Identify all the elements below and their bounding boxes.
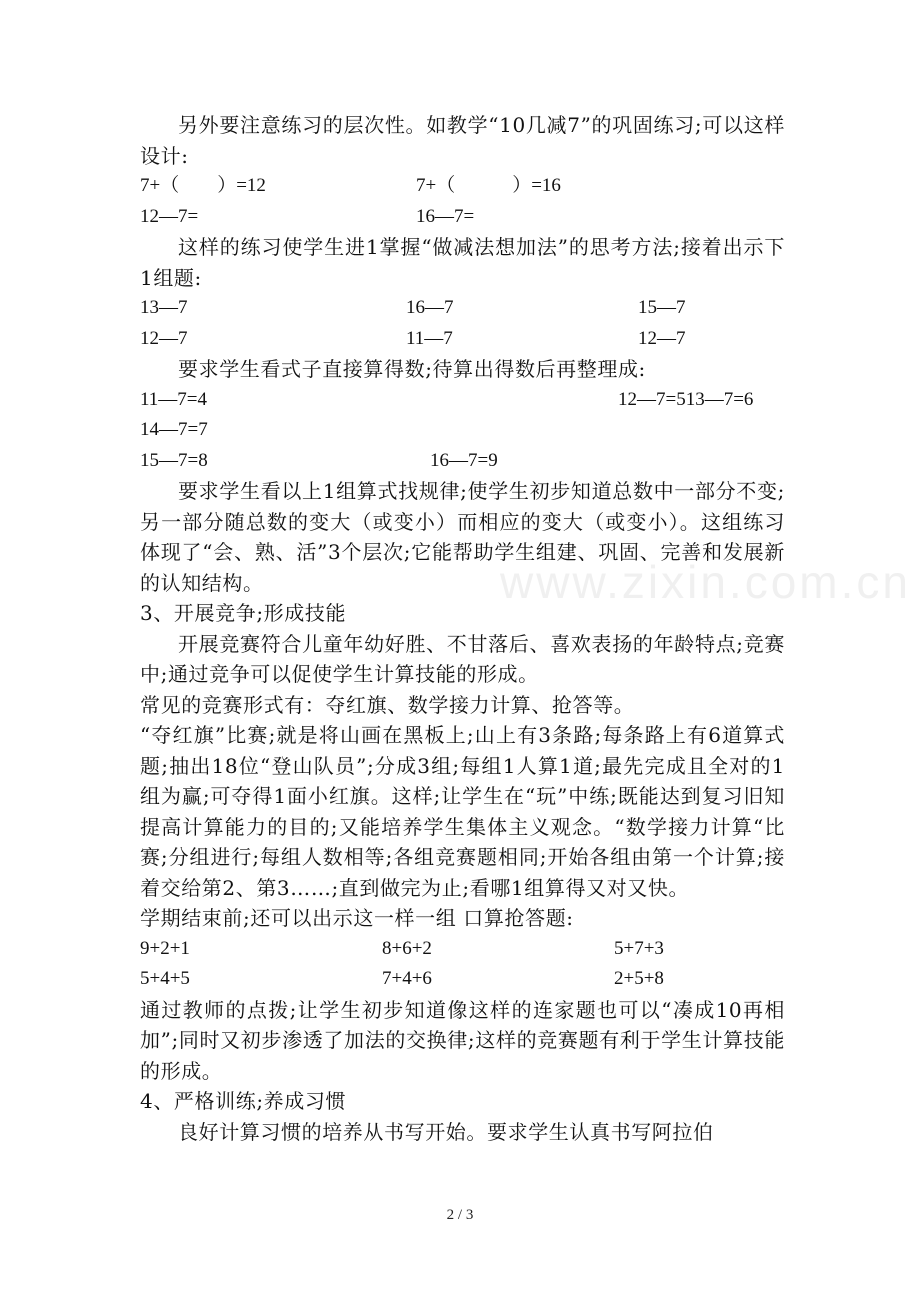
equation: 7+（ ）=12 — [140, 175, 266, 196]
equation: 15—7 — [638, 297, 686, 318]
equation-row — [140, 171, 785, 202]
paragraph-red-flag-game: “夺红旗”比赛;就是将山画在黑板上;山上有3条路;每条路上有6道算式题;抽出18位“登山队员”;分成3组;每组1人算1道;最先完成且全对的1组为赢;可夺得1面小红旗。这样;让学生在“玩”中练;既能达到复习旧知提高计算能力的目的;又能培养学生集体主义观念。“数学接力计算“比赛;分组进行;每组人数相等;各组竞赛题相同;开始各组由第一个计算;接着交给第2、第3……;直到做完为止;看哪1组算得又对又快。 — [140, 723, 785, 900]
equation: 16—7= — [416, 205, 475, 227]
equation: 7+4+6 — [382, 968, 432, 989]
section-heading-3: 3、开展竞争;形成技能 — [140, 601, 347, 625]
equation-row — [140, 934, 785, 965]
equation: 14—7=7 — [140, 419, 208, 440]
equation-row — [140, 415, 785, 446]
paragraph-teacher-guidance: 通过教师的点拨;让学生初步知道像这样的连家题也可以“凑成10再相加”;同时又初步渗透了加法的交换律;这样的竞赛题有利于学生计算技能的形成。 — [140, 997, 785, 1083]
equation-row — [140, 324, 785, 355]
equation: 13—7 — [140, 297, 188, 318]
equation: 5+4+5 — [140, 968, 190, 989]
paragraph-find-pattern: 要求学生看以上1组算式找规律;使学生初步知道总数中一部分不变;另一部分随总数的变大（或变小）而相应的变大（或变小）。这组练习体现了“会、熟、活”3个层次;它能帮助学生组建、巩固、完善和发展新的认知结构。 — [140, 479, 785, 595]
equation: 12—7 — [140, 327, 188, 349]
equation-row — [140, 385, 785, 416]
equation: 16—7 — [406, 297, 454, 318]
paragraph-writing-habits: 良好计算习惯的培养从书写开始。要求学生认真书写阿拉伯 — [178, 1119, 714, 1144]
equation: 5+7+3 — [614, 937, 664, 959]
paragraph-competition: 开展竞赛符合儿童年幼好胜、不甘落后、喜欢表扬的年龄特点;竞赛中;通过竞争可以促使学生计算技能的形成。 — [140, 631, 785, 686]
document-body — [140, 110, 785, 1147]
equation: 15—7=8 — [140, 449, 208, 471]
page-number: 2 / 3 — [446, 1207, 474, 1223]
equation: 7+（ ）=16 — [416, 175, 561, 196]
equation-row — [140, 293, 785, 324]
equation: 12—7=513—7=6 — [618, 388, 754, 410]
equation: 11—7=4 — [140, 388, 208, 410]
equation-row — [140, 964, 785, 995]
section-heading-4: 4、严格训练;养成习惯 — [140, 1089, 347, 1113]
paragraph-competition-forms: 常见的竞赛形式有：夺红旗、数学接力计算、抢答等。 — [140, 692, 635, 717]
equation: 16—7=9 — [430, 449, 498, 471]
equation: 12—7= — [140, 205, 199, 227]
equation: 11—7 — [406, 327, 453, 349]
equation-row — [140, 202, 785, 233]
paragraph-layered-practice: 另外要注意练习的层次性。如教学“10几减7”的巩固练习;可以这样设计: — [140, 113, 785, 168]
watermark: www.zixin.com.cn — [500, 556, 911, 608]
paragraph-subtraction-method: 这样的练习使学生进1掌握“做减法想加法”的思考方法;接着出示下1组题: — [140, 235, 785, 290]
equation-row — [140, 446, 785, 477]
paragraph-direct-calculation: 要求学生看式子直接算得数;待算出得数后再整理成: — [178, 357, 646, 381]
equation: 8+6+2 — [382, 937, 432, 959]
equation: 2+5+8 — [614, 968, 664, 989]
equation: 12—7 — [638, 327, 686, 349]
equation: 9+2+1 — [140, 937, 190, 959]
paragraph-quick-answer: 学期结束前;还可以出示这一样一组 口算抢答题: — [140, 906, 574, 930]
